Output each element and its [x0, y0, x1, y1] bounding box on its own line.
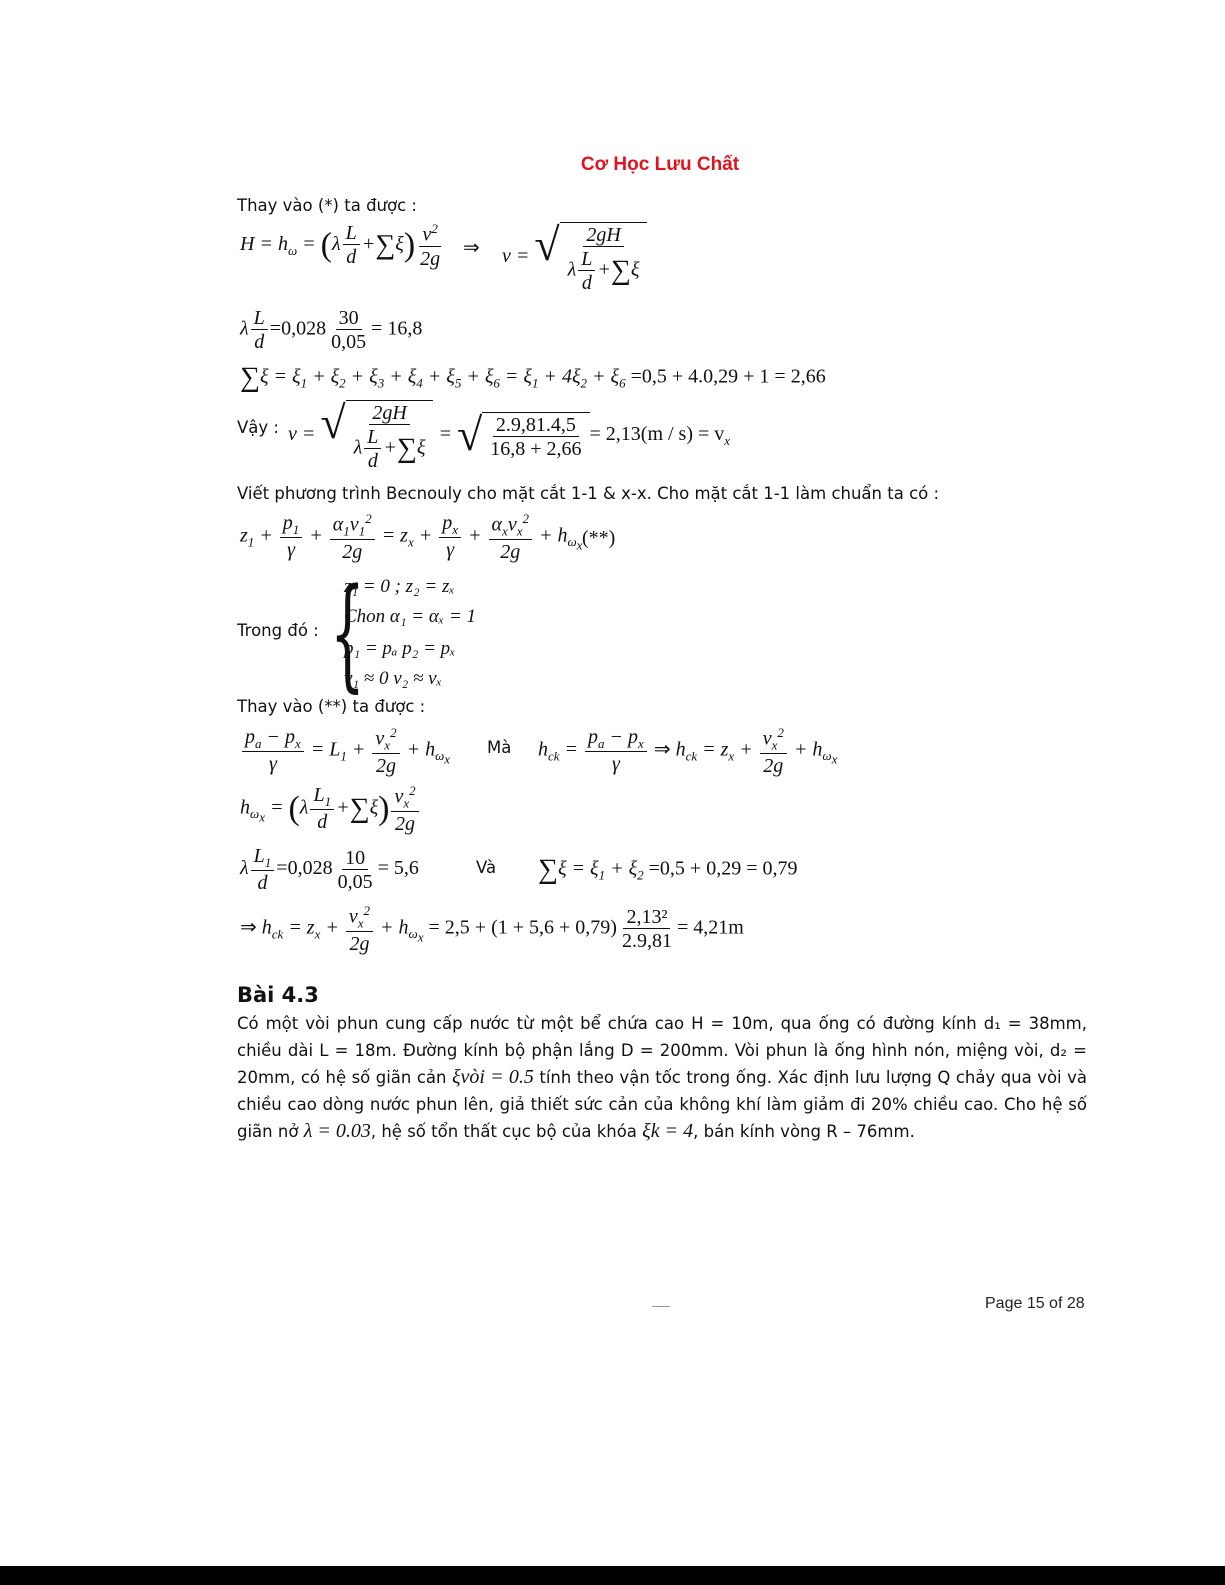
equation-head-loss: $H = h_\omega = (\lambda$ $\frac{L}{d}$ +∑ξ) $\frac{v^2}{2g}$: [240, 221, 441, 270]
label-ma: Mà: [487, 738, 512, 757]
equation-pressure-head: $\frac{p_a - p_x}{\gamma}$ = $L_1$ + $\frac{v_x^2}{2g}$ + $h_{\omega_x}$: [240, 726, 450, 776]
equation-hck-result: ⇒ $h_{ck} = z_x$ + $\frac{v_x^2}{2g}$ + $h_{\omega_x} = 2,5 + (1 + 5,6 + 0,79)$ $\frac{\text{2,13²}}{2.9,81}$ = 4,21m: [240, 903, 744, 955]
xi-k-formula: ξk = 4: [642, 1120, 694, 1142]
curly-brace: {: [330, 562, 365, 704]
equation-lambda-l1d: λ $\frac{L_1}{d}$ =0,028 $\frac{10}{0,05}$ = 5,6: [240, 845, 419, 894]
problem-text-part-4: , bán kính vòng R – 76mm.: [693, 1122, 915, 1141]
page-header-title: Cơ Học Lưu Chất: [580, 154, 740, 175]
problem-text: [237, 1010, 1087, 1145]
label-viet-phuong-trinh: Viết phương trình Becnouly cho mặt cắt 1-1 & x-x. Cho mặt cắt 1-1 làm chuẩn ta có :: [237, 484, 940, 503]
equation-loss-x: $h_{\omega_x} = (\lambda$ $\frac{L_1}{d}$ +∑ξ) $\frac{v_x^2}{2g}$: [240, 784, 421, 834]
condition-4: v₁ ≈ 0 v₂ ≈ vₓ: [344, 668, 443, 689]
equation-bernoulli: $z_1$ + $\frac{p_1}{\gamma}$ + $\frac{\alpha_1v_1^2}{2g}$ = $z_x$ + $\frac{p_x}{\gamma}$ + $\frac{\alpha_xv_x^2}{2g}$ + $h_{\omega_x}$: [240, 511, 583, 563]
lambda-formula: λ = 0.03: [303, 1120, 371, 1142]
problem-text-part-1: Có một vòi phun cung cấp nước từ một bể chứa cao H = 10m, qua ống có đường kính d₁ = 38mm, chiều dài L = 18m. Đường kính bộ phận lắng D = 200mm. Vòi phun là ống hình nón, miệng vòi, d₂ = 20mm, có hệ số giãn cản: [237, 1014, 1087, 1087]
label-thay-vao-1: Thay vào (*) ta được :: [237, 196, 417, 215]
problem-text-part-2: tính theo vận tốc trong ống. Xác định lưu lượng Q chảy qua vòi và chiều cao dòng nước phun lên, giả thiết sức cản của không khí làm giảm đi 20% chiều cao. Cho hệ số giãn nở: [237, 1068, 1087, 1141]
problem-text-part-3: , hệ số tổn thất cục bộ của khóa: [370, 1122, 637, 1141]
implies-arrow-1: ⇒: [463, 237, 480, 259]
condition-2: Chon α₁ = αₓ = 1: [344, 606, 477, 627]
equation-velocity-value: v = √ 2gH λ $\frac{L}{d}$ +∑ξ = √ $\frac{2.9,81.4,5}{16,8 + 2,66}$ = $2,13(m / s) = v_x$: [288, 397, 731, 472]
footer-divider: [652, 1306, 670, 1307]
label-trong-do: Trong đó :: [237, 621, 319, 640]
equation-tag: (**): [582, 527, 616, 549]
bottom-edge-bar: [0, 1566, 1225, 1585]
equation-sum-xi: $\sum\xi = \xi_1 + \xi_2 + \xi_3 + \xi_4 + \xi_5 + \xi_6 = \xi_1 + 4\xi_2 + \xi_6 =0,5 + 4.0,29 + 1 = 2,66$: [240, 362, 826, 393]
page-number: Page 15 of 28: [985, 1295, 1085, 1312]
label-vay: Vậy :: [237, 418, 279, 437]
equation-lambda-ld: λ $\frac{L}{d}$ =0,028 $\frac{30}{0,05}$ = 16,8: [240, 307, 423, 353]
xi-voi-formula: ξvòi = 0.5: [451, 1066, 534, 1088]
label-va: Và: [476, 858, 497, 877]
condition-1: z₁ = 0 ; z₂ = zₓ: [344, 576, 455, 597]
condition-3: p₁ = pₐ p₂ = pₓ: [344, 638, 456, 659]
equation-sum-xi-2: $\sum\xi = \xi_1 + \xi_2 =0,5 + 0,29 = 0,79$: [538, 854, 798, 885]
label-thay-vao-2: Thay vào (**) ta được :: [237, 697, 426, 716]
equation-velocity: v = √ 2gH λ $\frac{L}{d}$ +∑ξ: [502, 222, 647, 293]
problem-title: Bài 4.3: [237, 983, 319, 1007]
equation-hck: $h_{ck}$ = $\frac{p_a - p_x}{\gamma}$ ⇒ $h_{ck} = z_x$ + $\frac{v_x^2}{2g}$ + $h_{\omega_x}$: [538, 725, 838, 777]
